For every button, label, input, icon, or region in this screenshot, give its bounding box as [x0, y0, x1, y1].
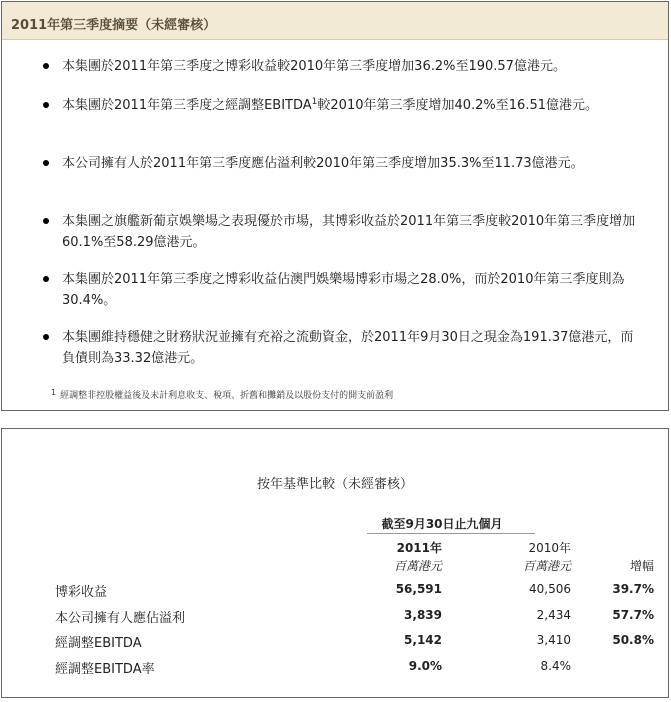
bullet-text-after: 較2010年第三季度增加40.2%至16.51億港元。 — [317, 98, 599, 113]
period-divider — [367, 533, 535, 534]
comparison-title: 按年基準比較（未經審核） — [256, 477, 413, 492]
value-change: 57.7% — [612, 608, 654, 622]
value-change: 50.8% — [612, 633, 654, 647]
bullet-icon — [43, 276, 49, 282]
bullet-text: 本集團維持穩健之財務狀況並擁有充裕之流動資金，於2011年9月30日之現金為191.37億港元，而負債則為33.32億港元。 — [62, 330, 634, 366]
bullet-icon — [43, 102, 49, 108]
row-label: 經調整EBITDA — [55, 636, 142, 651]
bullet-text: 本集團於2011年第三季度之博彩收益較2010年第三季度增加36.2%至190.57億港元。 — [62, 59, 566, 74]
summary-header — [2, 2, 668, 40]
bullet-text: 本集團於2011年第三季度之博彩收益佔澳門娛樂場博彩市場之28.0%，而於2010年第三季度則為30.4%。 — [62, 272, 625, 308]
column-header-2011-year: 2011年 — [396, 541, 442, 555]
value-2010: 2,434 — [536, 608, 571, 622]
bullet-text: 本公司擁有人於2011年第三季度應佔溢利較2010年第三季度增加35.3%至11.73億港元。 — [62, 156, 584, 171]
period-header: 截至9月30日止九個月 — [381, 517, 503, 531]
column-header-2010-year: 2010年 — [528, 541, 571, 555]
summary-title: 2011年第三季度摘要（未經審核） — [11, 18, 217, 33]
list-item — [62, 95, 637, 116]
value-2011: 5,142 — [404, 633, 442, 647]
list-item — [62, 269, 637, 311]
bullet-icon — [43, 63, 49, 69]
column-header-change: 增幅 — [629, 559, 654, 573]
bullet-text: 本集團之旗艦新葡京娛樂場之表現優於市場，其博彩收益於2011年第三季度較2010年第三季度增加60.1%至58.29億港元。 — [62, 214, 636, 250]
value-2011: 9.0% — [408, 659, 442, 673]
footnote-text: 經調整非控股權益後及未計利息收支、稅項、折舊和攤銷及以股份支付的開支前盈利 — [60, 391, 394, 401]
column-header-2010-unit: 百萬港元 — [522, 559, 571, 573]
row-label: 本公司擁有人應佔溢利 — [55, 611, 186, 626]
value-2011: 56,591 — [395, 582, 442, 596]
footnote — [51, 388, 393, 401]
bullet-icon — [43, 334, 49, 340]
bullet-icon — [43, 218, 49, 224]
column-header-2011-unit: 百萬港元 — [393, 559, 442, 573]
row-label: 博彩收益 — [55, 585, 108, 600]
bullet-text-before: 本集團於2011年第三季度之經調整EBITDA — [62, 98, 312, 113]
list-item — [62, 56, 637, 77]
list-item — [62, 211, 637, 253]
value-change: 39.7% — [612, 582, 654, 596]
row-label: 經調整EBITDA率 — [55, 662, 155, 677]
value-2010: 3,410 — [536, 633, 571, 647]
list-item — [62, 153, 637, 174]
summary-panel — [1, 1, 669, 411]
value-2010: 8.4% — [540, 659, 571, 673]
value-2010: 40,506 — [529, 582, 571, 596]
footnote-ref: 1 — [311, 97, 318, 107]
comparison-panel — [1, 428, 669, 698]
footnote-mark: 1 — [51, 388, 57, 397]
list-item — [62, 327, 637, 369]
value-2011: 3,839 — [404, 608, 442, 622]
bullet-icon — [43, 160, 49, 166]
